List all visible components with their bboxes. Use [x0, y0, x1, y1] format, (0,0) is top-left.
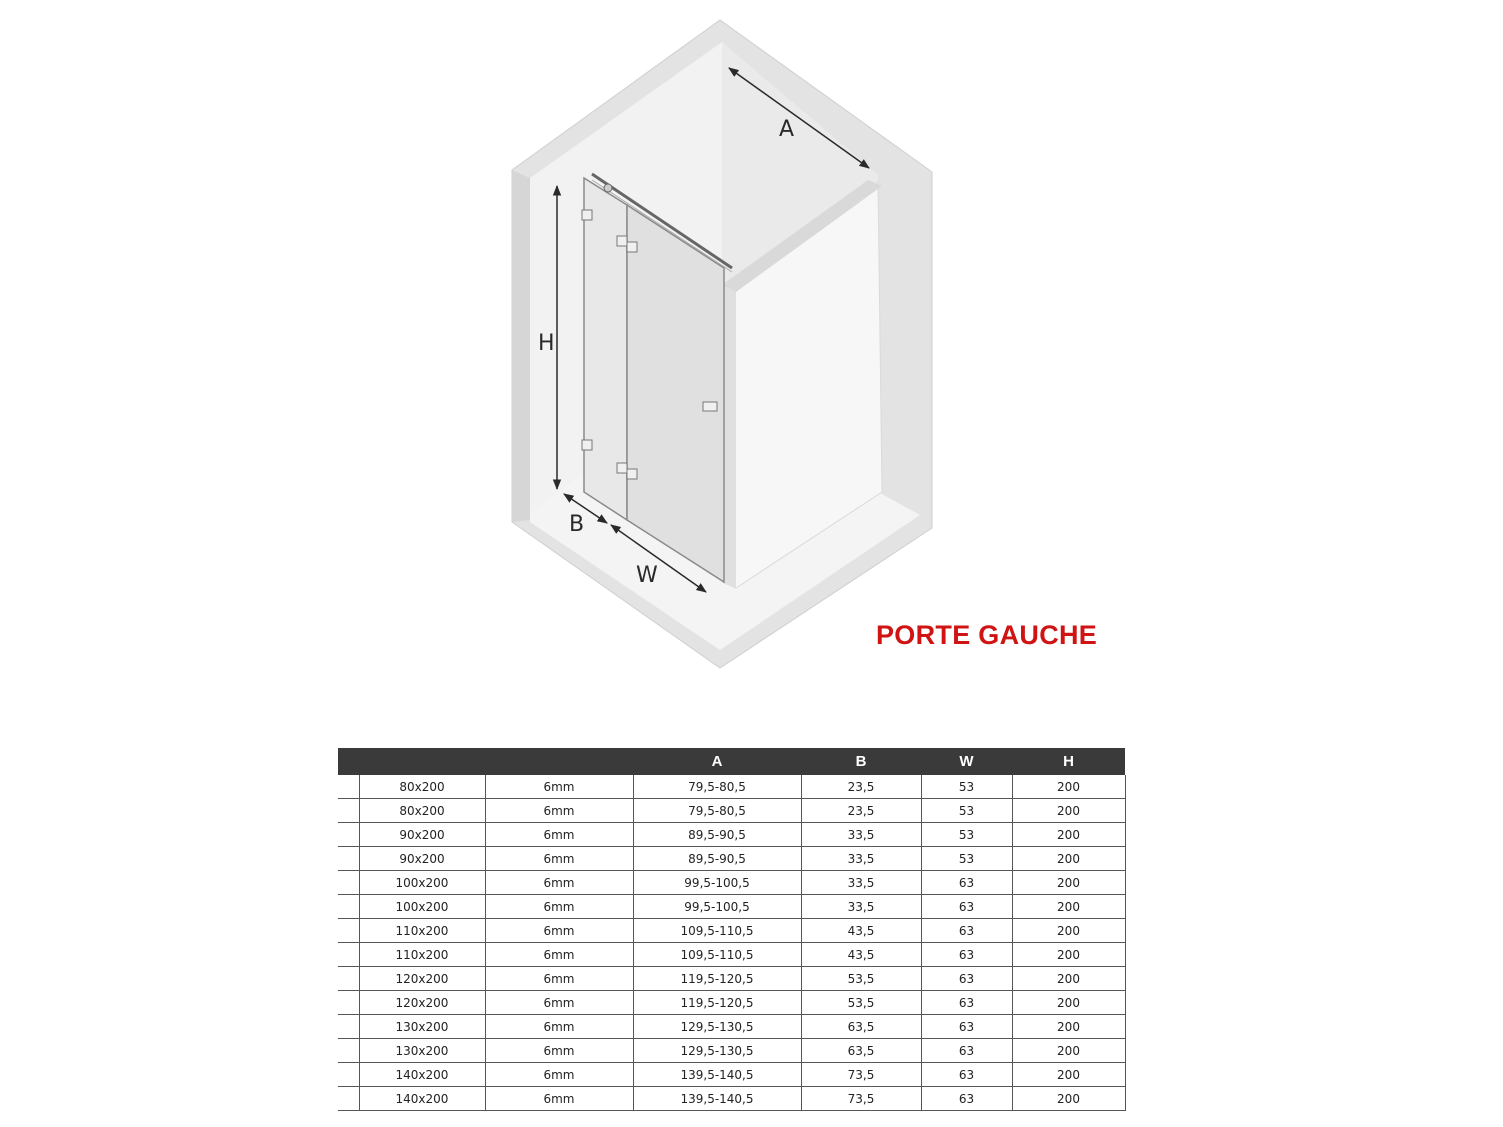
column-header: W — [921, 748, 1012, 775]
table-cell: 73,5 — [801, 1087, 921, 1111]
table-cell: 200 — [1012, 847, 1125, 871]
table-cell: 130x200 — [359, 1015, 485, 1039]
row-lead-cell — [338, 1087, 359, 1111]
table-header-row — [338, 748, 1125, 775]
row-lead-cell — [338, 991, 359, 1015]
row-lead-cell — [338, 895, 359, 919]
table-cell: 120x200 — [359, 991, 485, 1015]
table-cell: 79,5-80,5 — [633, 799, 801, 823]
row-lead-cell — [338, 967, 359, 991]
table-cell: 89,5-90,5 — [633, 847, 801, 871]
table-cell: 33,5 — [801, 823, 921, 847]
table-cell: 6mm — [485, 823, 633, 847]
column-header: B — [801, 748, 921, 775]
row-lead-cell — [338, 1039, 359, 1063]
table-cell: 100x200 — [359, 895, 485, 919]
table-cell: 129,5-130,5 — [633, 1039, 801, 1063]
table-cell: 139,5-140,5 — [633, 1087, 801, 1111]
bar-connector — [604, 184, 612, 192]
table-row — [338, 919, 1125, 943]
table-cell: 80x200 — [359, 775, 485, 799]
hinge-top-2 — [627, 242, 637, 252]
door-handle — [703, 402, 717, 411]
table-cell: 120x200 — [359, 967, 485, 991]
column-header — [485, 748, 633, 775]
table-cell: 100x200 — [359, 871, 485, 895]
table-cell: 99,5-100,5 — [633, 895, 801, 919]
table-cell: 63 — [921, 967, 1012, 991]
row-lead-cell — [338, 823, 359, 847]
table-cell: 200 — [1012, 1015, 1125, 1039]
table-cell: 6mm — [485, 775, 633, 799]
table-cell: 90x200 — [359, 823, 485, 847]
table-cell: 140x200 — [359, 1087, 485, 1111]
table-cell: 6mm — [485, 919, 633, 943]
door-side-label: PORTE GAUCHE — [876, 620, 1098, 650]
table-cell: 53,5 — [801, 967, 921, 991]
table-row — [338, 823, 1125, 847]
table-cell: 53 — [921, 799, 1012, 823]
table-cell: 43,5 — [801, 943, 921, 967]
table-cell: 200 — [1012, 991, 1125, 1015]
left-wall-side — [512, 170, 530, 522]
table-row — [338, 1039, 1125, 1063]
table-cell: 200 — [1012, 1039, 1125, 1063]
table-cell: 23,5 — [801, 775, 921, 799]
table-cell: 139,5-140,5 — [633, 1063, 801, 1087]
row-lead-cell — [338, 799, 359, 823]
table-cell: 200 — [1012, 871, 1125, 895]
table-row — [338, 943, 1125, 967]
table-cell: 63 — [921, 919, 1012, 943]
table-cell: 6mm — [485, 967, 633, 991]
table-cell: 109,5-110,5 — [633, 943, 801, 967]
table-cell: 33,5 — [801, 895, 921, 919]
table-cell: 119,5-120,5 — [633, 991, 801, 1015]
glass-door-panel — [627, 205, 724, 582]
clamp-bottom-left — [582, 440, 592, 450]
table-cell: 23,5 — [801, 799, 921, 823]
table-cell: 110x200 — [359, 919, 485, 943]
table-cell: 63 — [921, 1039, 1012, 1063]
table-cell: 63,5 — [801, 1015, 921, 1039]
table-cell: 73,5 — [801, 1063, 921, 1087]
table-row — [338, 775, 1125, 799]
column-header — [359, 748, 485, 775]
table-row — [338, 1087, 1125, 1111]
table-cell: 119,5-120,5 — [633, 967, 801, 991]
table-cell: 6mm — [485, 799, 633, 823]
table-cell: 79,5-80,5 — [633, 775, 801, 799]
table-cell: 90x200 — [359, 847, 485, 871]
table-cell: 53,5 — [801, 991, 921, 1015]
column-header: A — [633, 748, 801, 775]
table-cell: 6mm — [485, 847, 633, 871]
table-cell: 6mm — [485, 1063, 633, 1087]
column-header: H — [1012, 748, 1125, 775]
table-cell: 6mm — [485, 1039, 633, 1063]
row-lead-cell — [338, 919, 359, 943]
table-row — [338, 1063, 1125, 1087]
table-cell: 53 — [921, 823, 1012, 847]
row-lead-cell — [338, 847, 359, 871]
table-cell: 200 — [1012, 1063, 1125, 1087]
table-cell: 80x200 — [359, 799, 485, 823]
table-cell: 200 — [1012, 799, 1125, 823]
table-cell: 6mm — [485, 895, 633, 919]
table-row — [338, 847, 1125, 871]
table-cell: 99,5-100,5 — [633, 871, 801, 895]
table-cell: 63 — [921, 991, 1012, 1015]
table-row — [338, 991, 1125, 1015]
table-cell: 33,5 — [801, 871, 921, 895]
table-cell: 200 — [1012, 919, 1125, 943]
table-cell: 53 — [921, 775, 1012, 799]
row-lead-cell — [338, 871, 359, 895]
table-cell: 53 — [921, 847, 1012, 871]
row-lead-cell — [338, 1063, 359, 1087]
table-cell: 6mm — [485, 943, 633, 967]
table-cell: 129,5-130,5 — [633, 1015, 801, 1039]
hinge-bottom-1 — [617, 463, 627, 473]
table-row — [338, 871, 1125, 895]
table-cell: 109,5-110,5 — [633, 919, 801, 943]
table-cell: 200 — [1012, 967, 1125, 991]
table-cell: 200 — [1012, 1087, 1125, 1111]
table-cell: 200 — [1012, 895, 1125, 919]
hinge-bottom-2 — [627, 469, 637, 479]
table-row — [338, 967, 1125, 991]
column-header — [338, 748, 359, 775]
table-cell: 130x200 — [359, 1039, 485, 1063]
table-cell: 140x200 — [359, 1063, 485, 1087]
table-row — [338, 1015, 1125, 1039]
table-cell: 33,5 — [801, 847, 921, 871]
table-cell: 63 — [921, 871, 1012, 895]
table-cell: 63 — [921, 1015, 1012, 1039]
dimension-w-label: W — [636, 563, 658, 588]
table-cell: 6mm — [485, 1087, 633, 1111]
table-cell: 200 — [1012, 823, 1125, 847]
table-cell: 63 — [921, 1063, 1012, 1087]
row-lead-cell — [338, 943, 359, 967]
table-cell: 200 — [1012, 775, 1125, 799]
table-cell: 6mm — [485, 871, 633, 895]
table-cell: 200 — [1012, 943, 1125, 967]
table-cell: 63 — [921, 1087, 1012, 1111]
dimensions-table — [338, 748, 1126, 1111]
row-lead-cell — [338, 775, 359, 799]
hinge-top-1 — [617, 236, 627, 246]
table-cell: 89,5-90,5 — [633, 823, 801, 847]
dimension-a-label: A — [779, 117, 795, 142]
table-cell: 6mm — [485, 1015, 633, 1039]
table-body — [338, 775, 1125, 1111]
table-cell: 63,5 — [801, 1039, 921, 1063]
table-cell: 110x200 — [359, 943, 485, 967]
table-row — [338, 799, 1125, 823]
table-row — [338, 895, 1125, 919]
table-cell: 43,5 — [801, 919, 921, 943]
table-cell: 63 — [921, 943, 1012, 967]
dimension-b-label: B — [569, 512, 585, 537]
table-cell: 6mm — [485, 991, 633, 1015]
clamp-top-left — [582, 210, 592, 220]
dimension-h-label: H — [538, 331, 555, 356]
table-cell: 63 — [921, 895, 1012, 919]
row-lead-cell — [338, 1015, 359, 1039]
